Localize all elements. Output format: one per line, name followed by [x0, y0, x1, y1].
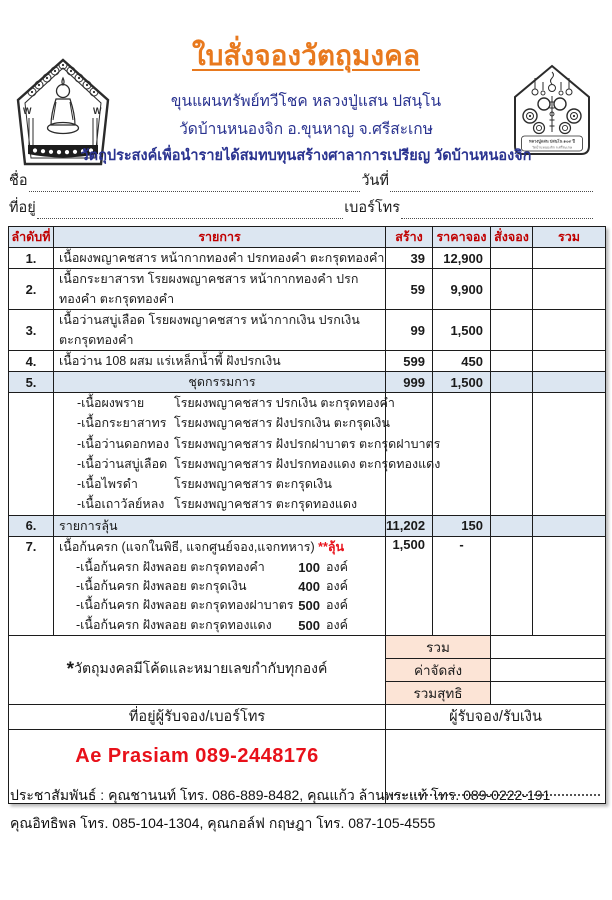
order-qty-cell[interactable]: [491, 515, 533, 536]
table-row: [9, 351, 606, 372]
order-qty-cell[interactable]: [491, 393, 533, 516]
footer-contact-line-1: ประชาสัมพันธ์ : คุณชานนท์ โทร. 086-889-8482, คุณแก้ว ล้านพระแท้ โทร. 089-0222-191: [10, 787, 551, 803]
list-item: -เนื้อว่านดอกทอง โรยผงพญาคชสาร ฝังปรกฝาบาตร ตะกรุดฝาบาตร: [77, 436, 441, 451]
row-made: 1,500: [386, 536, 433, 635]
order-qty-cell[interactable]: [491, 310, 533, 351]
order-total-cell[interactable]: [533, 248, 606, 269]
row-price: 1,500: [433, 372, 491, 393]
summary-label-shipping: ค่าจัดส่ง: [386, 658, 491, 681]
list-item: -เนื้อผงพราย โรยผงพญาคชสาร ปรกเงิน ตะกรุดทองคำ: [77, 396, 395, 410]
committee-set-list: [54, 393, 441, 516]
list-item: -เนื้อก้นครก ฝังพลอย ตะกรุดทองฝาบาตร 500 องค์: [76, 598, 348, 614]
summary-value-cell[interactable]: [491, 635, 606, 658]
row-item: รายการลุ้น: [54, 515, 386, 536]
row-item: เนื้อผงพญาคชสาร หน้ากากทองคำ ปรกทองคำ ตะกรุดทองคำ: [54, 248, 386, 269]
row-price: -: [433, 536, 491, 635]
row-number: 2.: [9, 269, 54, 310]
page-title: ใบสั่งจองวัตถุมงคล: [192, 40, 420, 71]
date-field-label: วันที่: [361, 173, 389, 189]
order-total-cell[interactable]: [533, 393, 606, 516]
bottom-note: *วัตถุมงคลมีโค้ดและหมายเลขกำกับทุกองค์: [9, 635, 386, 704]
row-made: 599: [386, 351, 433, 372]
order-total-cell[interactable]: [533, 515, 606, 536]
receiver-label: ผู้รับจอง/รับเงิน: [386, 704, 606, 729]
table-row: [9, 248, 606, 269]
amulet-back-caption-2: วัดบ้านหนองจิก จ.ศรีสะเกษ: [532, 145, 572, 150]
list-item: -เนื้อว่านสบู่เลือด โรยผงพญาคชสาร ฝังปรกทองแดง ตะกรุดทองแดง: [77, 456, 441, 471]
table-row: [9, 269, 606, 310]
order-qty-cell[interactable]: [491, 269, 533, 310]
footer-contacts: [10, 781, 604, 837]
summary-row: [9, 635, 606, 658]
purpose-line: วัตถุประสงค์เพื่อนำรายได้สมทบทุนสร้างศาลาการเปรียญ วัดบ้านหนองจิก: [80, 148, 532, 164]
order-total-cell[interactable]: [533, 351, 606, 372]
subtitle-line-1: ขุนแผนทรัพย์ทวีโชค หลวงปู่แสน ปสนฺโน: [170, 93, 442, 110]
signature-label-row: [9, 704, 606, 729]
address-field-label: ที่อยู่: [9, 200, 36, 216]
svg-text:W: W: [93, 106, 102, 116]
row-made: 11,202: [386, 515, 433, 536]
order-total-cell[interactable]: [533, 372, 606, 393]
giveaway-cell: [54, 536, 386, 635]
subtitle-line-2: วัดบ้านหนองจิก อ.ขุนหาญ จ.ศรีสะเกษ: [179, 121, 433, 138]
row-made: 99: [386, 310, 433, 351]
row-made: 39: [386, 248, 433, 269]
table-row: [9, 310, 606, 351]
list-item: -เนื้อไพรดำ โรยผงพญาคชสาร ตะกรุดเงิน: [77, 477, 332, 492]
phone-field-label: เบอร์โทร: [344, 200, 400, 216]
row-made: 59: [386, 269, 433, 310]
list-item: -เนื้อก้นครก ฝังพลอย ตะกรุดทองแดง 500 องค์: [76, 617, 348, 633]
row-number: 1.: [9, 248, 54, 269]
list-item: -เนื้อก้นครก ฝังพลอย ตะกรุดเงิน 400 องค์: [76, 579, 348, 595]
lucky-badge: **ลุ้น: [318, 539, 345, 554]
contact-red-text: Ae Prasiam 089-2448176: [75, 744, 319, 767]
table-row-committee-set: [9, 372, 606, 393]
summary-value-cell[interactable]: [491, 681, 606, 704]
column-header-price: ราคาจอง: [433, 227, 491, 248]
summary-label-total: รวม: [386, 635, 491, 658]
row-item: เนื้อกระยาสารท โรยผงพญาคชสาร หน้ากากทองคำ ปรกทองคำ ตะกรุดทองคำ: [54, 269, 386, 310]
column-header-item: รายการ: [54, 227, 386, 248]
order-qty-cell[interactable]: [491, 372, 533, 393]
row-item: เนื้อว่าน 108 ผสม แร่เหล็กน้ำพี้ ฝังปรกเงิน: [54, 351, 386, 372]
table-header-row: [9, 227, 606, 248]
name-field-label: ชื่อ: [9, 173, 28, 189]
row-number: 4.: [9, 351, 54, 372]
row-item: ชุดกรรมการ: [54, 372, 386, 393]
date-fill-line[interactable]: [390, 178, 593, 192]
row-price: 12,900: [433, 248, 491, 269]
svg-text:W: W: [23, 106, 32, 116]
order-table: [8, 226, 606, 804]
row-made: 999: [386, 372, 433, 393]
address-phone-line: [8, 199, 593, 219]
row-number: 5.: [9, 372, 54, 393]
column-header-no: ลำดับที่: [9, 227, 54, 248]
row-item: เนื้อว่านสบู่เลือด โรยผงพญาคชสาร หน้ากากเงิน ปรกเงิน ตะกรุดทองคำ: [54, 310, 386, 351]
amulet-back-caption-1: หลวงปู่แสน ปสนฺโน ๑๐๙ ปี: [529, 138, 575, 144]
list-item: -เนื้อก้นครก ฝังพลอย ตะกรุดทองคำ 100 องค์: [76, 559, 348, 575]
footer-contact-line-2: คุณอิทธิพล โทร. 085-104-1304, คุณกอล์ฟ กฤษฎา โทร. 087-105-4555: [10, 815, 436, 831]
row-price: 150: [433, 515, 491, 536]
phone-fill-line[interactable]: [401, 205, 593, 219]
order-total-cell[interactable]: [533, 269, 606, 310]
empty-cell: [433, 393, 491, 516]
column-header-made: สร้าง: [386, 227, 433, 248]
order-total-cell[interactable]: [533, 536, 606, 635]
committee-set-detail-row: [9, 393, 606, 516]
list-item: -เนื้อเถาวัลย์หลง โรยผงพญาคชสาร ตะกรุดทองแดง: [77, 497, 358, 512]
row-price: 450: [433, 351, 491, 372]
order-qty-cell[interactable]: [491, 248, 533, 269]
empty-cell: [9, 393, 54, 516]
column-header-total: รวม: [533, 227, 606, 248]
address-fill-line[interactable]: [37, 205, 343, 219]
table-row-giveaway: [9, 536, 606, 635]
row-number: 7.: [9, 536, 54, 635]
name-date-line: [8, 172, 593, 192]
row-price: 1,500: [433, 310, 491, 351]
row-number: 3.: [9, 310, 54, 351]
summary-value-cell[interactable]: [491, 658, 606, 681]
table-row-lucky: [9, 515, 606, 536]
order-qty-cell[interactable]: [491, 351, 533, 372]
order-total-cell[interactable]: [533, 310, 606, 351]
list-item: -เนื้อกระยาสาทร โรยผงพญาคชสาร ฝังปรกเงิน ตะกรุดเงิน: [77, 416, 390, 431]
summary-label-net: รวมสุทธิ: [386, 681, 491, 704]
giveaway-header: เนื้อก้นครก (แจกในพิธี, แจกศูนย์จอง,แจกทหาร) **ลุ้น: [59, 539, 345, 554]
row-number: 6.: [9, 515, 54, 536]
name-fill-line[interactable]: [29, 178, 361, 192]
row-price: 9,900: [433, 269, 491, 310]
recipient-address-label: ที่อยู่ผู้รับจอง/เบอร์โทร: [9, 704, 386, 729]
column-header-order: สั่งจอง: [491, 227, 533, 248]
order-qty-cell[interactable]: [491, 536, 533, 635]
